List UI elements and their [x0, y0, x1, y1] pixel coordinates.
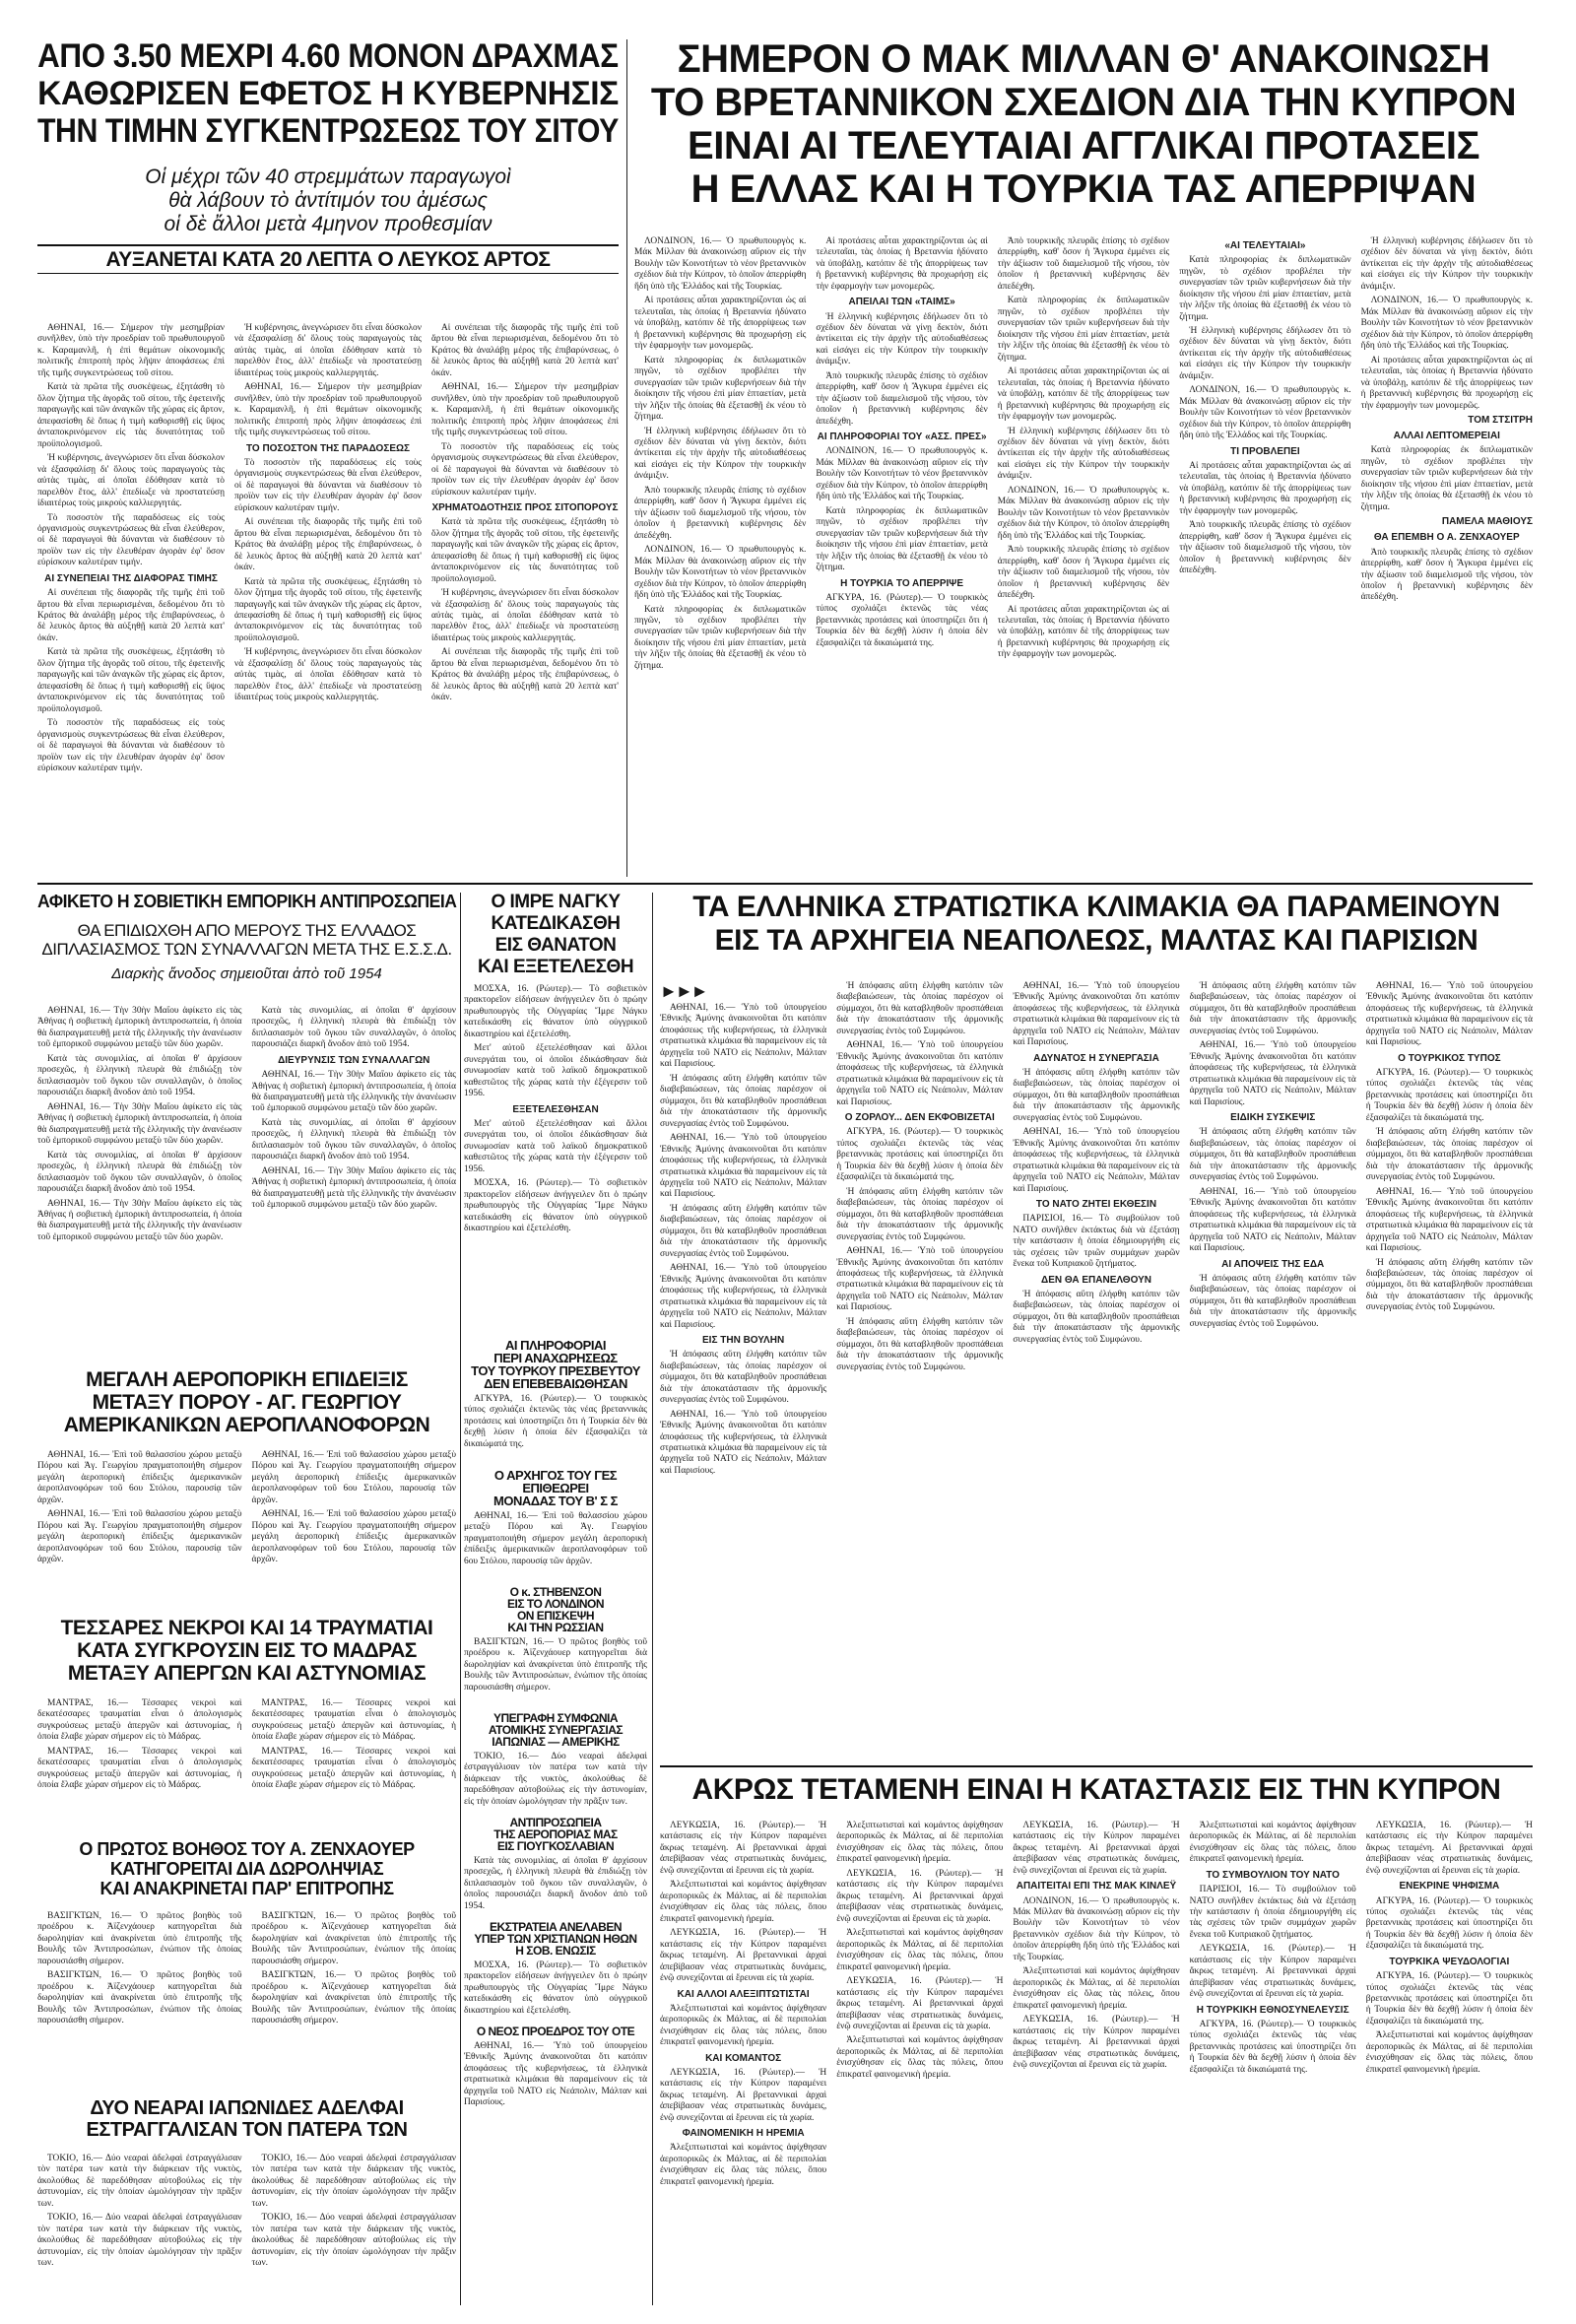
paragraph: Αἱ προτάσεις αὗται χαρακτηρίζονται ὡς αἱ τελευταῖαι, τὰς ὁποίας ἡ Βρεταννία ἠδύνατο νὰ ὑποβάλῃ, κατόπιν δὲ τῆς ἀπορρίψεως των ἡ βρεταννικὴ κυβέρνησις θὰ προχωρήσῃ εἰς τὴν ἐφαρμογὴν των μονομερῶς. [997, 366, 1170, 423]
paragraph: ΛΕΥΚΩΣΙΑ, 16. (Ρώυτερ).— Ἡ κατάστασις εἰς τὴν Κύπρον παραμένει ἄκρως τεταμένη. Αἱ βρεταννικαὶ ἀρχαὶ ἀπεβίβασαν νέας στρατιωτικὰς δυνάμεις, ἐνῷ συνεχίζονται αἱ ἔρευναι εἰς τὰ χωρία. [1013, 2015, 1180, 2071]
soviet-article [37, 893, 456, 1365]
text-column [252, 2154, 457, 2301]
horizontal-rule [660, 1765, 1533, 1767]
nagy-headline-1: Ο ΙΜΡΕ ΝΑΓΚΥ [491, 892, 621, 912]
aide-headline-2: ΚΑΤΗΓΟΡΕΙΤΑΙ ΔΙΑ ΔΩΡΟΛΗΨΙΑΣ [109, 1859, 384, 1879]
japan-headline-1: ΔΥΟ ΝΕΑΡΑΙ ΙΑΠΩΝΙΔΕΣ ΑΔΕΛΦΑΙ [90, 2097, 404, 2119]
paragraph: Τὸ ποσοστὸν τῆς παραδόσεως εἰς τοὺς ὀργανισμοὺς συγκεντρώσεως θὰ εἶναι ἐλεύθερον, οἱ δὲ παραγωγοὶ θὰ δύνανται νὰ διαθέσουν τὸ προϊὸν των εἰς τὴν ἐλευθέραν ἀγορὰν ἐφ' ὅσον εὑρίσκουν καλυτέραν τιμήν. [234, 457, 422, 513]
paragraph: ΑΘΗΝΑΙ, 16.— Ὑπὸ τοῦ ὑπουργείου Ἐθνικῆς Ἀμύνης ἀνακοινοῦται ὅτι κατόπιν ἀποφάσεως τῆς κυβερνήσεως, τὰ ἑλληνικὰ στρατιωτικὰ κλιμάκια θὰ παραμείνουν εἰς τὰ ἀρχηγεῖα τοῦ ΝΑΤΟ εἰς Νεάπολιν, Μάλταν καὶ Παρισίους. [836, 1040, 1004, 1107]
brief-headline: Ο ΝΕΟΣ ΠΡΟΕΔΡΟΣ ΤΟΥ ΟΤΕ [476, 2025, 635, 2038]
paragraph: ΑΘΗΝΑΙ, 16.— Σήμερον τὴν μεσημβρίαν συνῆλθεν, ὑπὸ τὴν προεδρίαν τοῦ πρωθυπουργοῦ κ. Καραμανλῆ, ἡ ἐπὶ θεμάτων οἰκονομικῆς πολιτικῆς ἐπιτροπὴ πρὸς λῆψιν ἀποφάσεως ἐπὶ τῆς τιμῆς συγκεντρώσεως τοῦ σίτου. [431, 382, 619, 438]
nagy-headline-4: ΚΑΙ ΕΞΕΤΕΛΕΣΘΗ [477, 957, 634, 977]
section-head: ΑΙ ΠΛΗΡΟΦΟΡΙΑΙ ΤΟΥ «ΑΣΣ. ΠΡΕΣ» [817, 432, 987, 443]
paragraph: ΑΓΚΥΡΑ, 16. (Ρώυτερ).— Ὁ τουρκικὸς τύπος σχολιάζει ἐκτενῶς τὰς νέας βρεταννικὰς προτάσεις καὶ ὑποστηρίζει ὅτι ἡ Τουρκία δὲν θὰ δεχθῇ λύσιν ἡ ὁποία δὲν ἐξασφαλίζει τὰ δικαιώματά της. [1365, 1068, 1533, 1123]
section-head: Ο ΤΟΥΡΚΙΚΟΣ ΤΥΠΟΣ [1398, 1052, 1501, 1064]
paragraph: Ἡ ἀπόφασις αὕτη ἐλήφθη κατόπιν τῶν διαβεβαιώσεων, τὰς ὁποίας παρέσχον οἱ σύμμαχοι, ὅτι θὰ καταβληθοῦν προσπάθειαι διὰ τὴν ἀποκατάστασιν τῆς ἀρμονικῆς συνεργασίας ἐντὸς τοῦ Συμφώνου. [660, 1350, 827, 1406]
paragraph: ΜΟΣΧΑ, 16. (Ρώυτερ).— Τὸ σοβιετικὸν πρακτορεῖον εἰδήσεων ἀνήγγειλεν ὅτι ὁ πρώην πρωθυπουργὸς τῆς Οὑγγαρίας Ἴμρε Νάγκυ κατεδικάσθη εἰς θάνατον ὑπὸ οὑγγρικοῦ δικαστηρίου καὶ ἐξετελέσθη. [464, 1178, 647, 1234]
section-head: ΑΔΥΝΑΤΟΣ Η ΣΥΝΕΡΓΑΣΙΑ [1033, 1052, 1159, 1064]
section-head: ΤΟ ΝΑΤΟ ΖΗΤΕΙ ΕΚΘΕΣΙΝ [1035, 1199, 1157, 1211]
paragraph: ΛΟΝΔΙΝΟΝ, 16.— Ὁ πρωθυπουργὸς κ. Μάκ Μίλλαν θὰ ἀνακοινώσῃ αὔριον εἰς τὴν Βουλὴν τῶν Κοινοτήτων τὸ νέον βρεταννικὸν σχέδιον διὰ τὴν Κύπρον, τὸ ὁποῖον ἀπερρίφθη ἤδη ὑπὸ τῆς Ἑλλάδος καὶ τῆς Τουρκίας. [1179, 385, 1351, 441]
text-column [1013, 981, 1179, 1760]
brief-headline: ΕΠΙΘΕΩΡΕΙ [522, 1481, 589, 1495]
brief-headline: Ο ΑΡΧΗΓΟΣ ΤΟΥ ΓΕΣ [493, 1468, 618, 1483]
brief-headline: ΑΙ ΠΛΗΡΟΦΟΡΙΑΙ [505, 1338, 606, 1353]
text-column [37, 1006, 242, 1365]
section-head: ΘΑ ΕΠΕΜΒΗ Ο Α. ΖΕΝΧΑΟΥΕΡ [1373, 532, 1520, 544]
paragraph: Κατὰ πληροφορίας ἐκ διπλωματικῶν πηγῶν, τὸ σχέδιον προβλέπει τὴν συνεργασίαν τῶν τριῶν κυβερνήσεων διὰ τὴν διοίκησιν τῆς νήσου ἐπὶ μίαν ἑπταετίαν, μετὰ τὴν λῆξιν τῆς ὁποίας θὰ ἐξετασθῇ ἐκ νέου τὸ ζήτημα. [634, 355, 807, 423]
brief-headline: ΠΕΡΙ ΑΝΑΧΩΡΗΣΕΩΣ [493, 1351, 618, 1365]
section-head: ΦΑΙΝΟΜΕΝΙΚΗ Η ΗΡΕΜΙΑ [682, 2128, 805, 2140]
airshow-headline-2: ΜΕΤΑΞΥ ΠΟΡΟΥ - ΑΓ. ΓΕΩΡΓΙΟΥ [92, 1391, 402, 1414]
text-column [464, 1637, 647, 1706]
paragraph: ΑΓΚΥΡΑ, 16. (Ρώυτερ).— Ὁ τουρκικὸς τύπος σχολιάζει ἐκτενῶς τὰς νέας βρεταννικὰς προτάσεις καὶ ὑποστηρίζει ὅτι ἡ Τουρκία δὲν θὰ δεχθῇ λύσιν ἡ ὁποία δὲν ἐξασφαλίζει τὰ δικαιώματά της. [816, 592, 988, 648]
brief-headline: ΑΤΟΜΙΚΗΣ ΣΥΝΕΡΓΑΣΙΑΣ [488, 1723, 624, 1737]
text-column [431, 323, 619, 875]
madras-headline-3: ΜΕΤΑΞΥ ΑΠΕΡΓΩΝ ΚΑΙ ΑΣΤΥΝΟΜΙΑΣ [67, 1662, 427, 1685]
paragraph: ΛΕΥΚΩΣΙΑ, 16. (Ρώυτερ).— Ἡ κατάστασις εἰς τὴν Κύπρον παραμένει ἄκρως τεταμένη. Αἱ βρεταννικαὶ ἀρχαὶ ἀπεβίβασαν νέας στρατιωτικὰς δυνάμεις, ἐνῷ συνεχίζονται αἱ ἔρευναι εἰς τὰ χωρία. [1365, 1821, 1533, 1876]
madras-article [37, 1618, 456, 1834]
paragraph: Ἡ ἀπόφασις αὕτη ἐλήφθη κατόπιν τῶν διαβεβαιώσεων, τὰς ὁποίας παρέσχον οἱ σύμμαχοι, ὅτι θὰ καταβληθοῦν προσπάθειαι διὰ τὴν ἀποκατάστασιν τῆς ἀρμονικῆς συνεργασίας ἐντὸς τοῦ Συμφώνου. [836, 981, 1004, 1036]
paragraph: ΑΘΗΝΑΙ, 16.— Τὴν 30ὴν Μαΐου ἀφίκετο εἰς τὰς Ἀθήνας ἡ σοβιετικὴ ἐμπορικὴ ἀντιπροσωπεία, ἡ ὁποία θὰ διαπραγματευθῇ μετὰ τῆς ἑλληνικῆς τὴν ἀνανέωσιν τοῦ ἐμπορικοῦ συμφώνου μεταξὺ τῶν δύο χωρῶν. [37, 1006, 242, 1050]
paragraph: ΛΟΝΔΙΝΟΝ, 16.— Ὁ πρωθυπουργὸς κ. Μάκ Μίλλαν θὰ ἀνακοινώσῃ αὔριον εἰς τὴν Βουλὴν τῶν Κοινοτήτων τὸ νέον βρεταννικὸν σχέδιον διὰ τὴν Κύπρον, τὸ ὁποῖον ἀπερρίφθη ἤδη ὑπὸ τῆς Ἑλλάδος καὶ τῆς Τουρκίας. [997, 485, 1170, 541]
section-head: «ΑΙ ΤΕΛΕΥΤΑΙΑΙ» [1224, 240, 1306, 251]
paragraph: Ἡ κυβέρνησις, ἀνεγνώρισεν ὅτι εἶναι δύσκολον νὰ ἐξασφαλίσῃ δι' ὅλους τοὺς παραγωγοὺς τὰς αὐτὰς τιμὰς, αἱ ὁποῖαι ἐδόθησαν κατὰ τὸ παρελθὸν ἔτος, ἀλλ' ἐπεδίωξε νὰ προστατεύσῃ ἰδιαιτέρως τοὺς μικροὺς καλλιεργητάς. [234, 323, 422, 378]
sitos-band: ΑΥΞΑΝΕΤΑΙ ΚΑΤΑ 20 ΛΕΠΤΑ Ο ΛΕΥΚΟΣ ΑΡΤΟΣ [37, 244, 619, 274]
paragraph: ΤΟΚΙΟ, 16.— Δύο νεαραὶ ἀδελφαὶ ἐστραγγάλισαν τὸν πατέρα των κατὰ τὴν διάρκειαν τῆς νυκτὸς, ἀκολούθως δὲ παρεδόθησαν αὐτοβούλως εἰς τὴν ἀστυνομίαν, εἰς τὴν ὁποίαν ὡμολόγησαν τὴν πρᾶξιν των. [37, 2213, 242, 2269]
sitos-subhead-1: Οἱ μέχρι τῶν 40 στρεμμάτων παραγωγοὶ [145, 166, 511, 188]
eisenhower-aide-article [37, 1840, 456, 2092]
brief-headline: ΥΠΕΡ ΤΩΝ ΧΡΙΣΤΙΑΝΩΝ ΗΘΩΝ [474, 1932, 637, 1946]
paragraph: ΑΘΗΝΑΙ, 16.— Ὑπὸ τοῦ ὑπουργείου Ἐθνικῆς Ἀμύνης ἀνακοινοῦται ὅτι κατόπιν ἀποφάσεως τῆς κυβερνήσεως, τὰ ἑλληνικὰ στρατιωτικὰ κλιμάκια θὰ παραμείνουν εἰς τὰ ἀρχηγεῖα τοῦ ΝΑΤΟ εἰς Νεάπολιν, Μάλταν καὶ Παρισίους. [1013, 981, 1180, 1048]
paragraph: ΜΟΣΧΑ, 16. (Ρώυτερ).— Τὸ σοβιετικὸν πρακτορεῖον εἰδήσεων ἀνήγγειλεν ὅτι ὁ πρώην πρωθυπουργὸς τῆς Οὑγγαρίας Ἴμρε Νάγκυ κατεδικάσθη εἰς θάνατον ὑπὸ οὑγγρικοῦ δικαστηρίου καὶ ἐξετελέσθη. [464, 984, 647, 1039]
paragraph: Ἡ ἀπόφασις αὕτη ἐλήφθη κατόπιν τῶν διαβεβαιώσεων, τὰς ὁποίας παρέσχον οἱ σύμμαχοι, ὅτι θὰ καταβληθοῦν προσπάθειαι διὰ τὴν ἀποκατάστασιν τῆς ἀρμονικῆς συνεργασίας ἐντὸς τοῦ Συμφώνου. [1013, 1068, 1180, 1123]
paragraph: Ἡ ἑλληνικὴ κυβέρνησις ἐδήλωσεν ὅτι τὸ σχέδιον δὲν δύναται νὰ γίνῃ δεκτὸν, διότι ἀντίκειται εἰς τὴν ἀρχὴν τῆς αὐτοδιαθέσεως καὶ εἰσάγει εἰς τὴν Κύπρον τὴν τουρκικὴν ἀνάμιξιν. [1360, 236, 1533, 292]
section-head: ΤΟΥΡΚΙΚΑ ΨΕΥΔΟΛΟΓΙΑΙ [1389, 1956, 1510, 1967]
paragraph: ΑΓΚΥΡΑ, 16. (Ρώυτερ).— Ὁ τουρκικὸς τύπος σχολιάζει ἐκτενῶς τὰς νέας βρεταννικὰς προτάσεις καὶ ὑποστηρίζει ὅτι ἡ Τουρκία δὲν θὰ δεχθῇ λύσιν ἡ ὁποία δὲν ἐξασφαλίζει τὰ δικαιώματά της. [464, 1394, 647, 1449]
paragraph: Κατὰ πληροφορίας ἐκ διπλωματικῶν πηγῶν, τὸ σχέδιον προβλέπει τὴν συνεργασίαν τῶν τριῶν κυβερνήσεων διὰ τὴν διοίκησιν τῆς νήσου ἐπὶ μίαν ἑπταετίαν, μετὰ τὴν λῆξιν τῆς ὁποίας θὰ ἐξετασθῇ ἐκ νέου τὸ ζήτημα. [634, 604, 807, 671]
text-column [634, 236, 806, 877]
paragraph: Αἱ προτάσεις αὗται χαρακτηρίζονται ὡς αἱ τελευταῖαι, τὰς ὁποίας ἡ Βρεταννία ἠδύνατο νὰ ὑποβάλῃ, κατόπιν δὲ τῆς ἀπορρίψεως των ἡ βρεταννικὴ κυβέρνησις θὰ προχωρήσῃ εἰς τὴν ἐφαρμογὴν των μονομερῶς. [1360, 355, 1533, 411]
section-head: Ο ΖΟΡΛΟΥ... ΔΕΝ ΕΚΦΟΒΙΖΕΤΑΙ [844, 1112, 995, 1124]
paragraph: ΛΕΥΚΩΣΙΑ, 16. (Ρώυτερ).— Ἡ κατάστασις εἰς τὴν Κύπρον παραμένει ἄκρως τεταμένη. Αἱ βρεταννικαὶ ἀρχαὶ ἀπεβίβασαν νέας στρατιωτικὰς δυνάμεις, ἐνῷ συνεχίζονται αἱ ἔρευναι εἰς τὰ χωρία. [836, 1976, 1004, 2031]
paragraph: ΜΑΝΤΡΑΣ, 16.— Τέσσαρες νεκροὶ καὶ δεκατέσσαρες τραυματίαι εἶναι ὁ ἀπολογισμὸς συγκρούσεως μεταξὺ ἀπεργῶν καὶ ἀστυνομίας, ἡ ὁποία ἔλαβε χώραν σήμερον εἰς τὸ Μάδρας. [37, 1746, 242, 1791]
section-head: ΑΙ ΑΠΟΨΕΙΣ ΤΗΣ ΕΔΑ [1221, 1258, 1325, 1270]
paragraph: ΑΘΗΝΑΙ, 16.— Ὑπὸ τοῦ ὑπουργείου Ἐθνικῆς Ἀμύνης ἀνακοινοῦται ὅτι κατόπιν ἀποφάσεως τῆς κυβερνήσεως, τὰ ἑλληνικὰ στρατιωτικὰ κλιμάκια θὰ παραμείνουν εἰς τὰ ἀρχηγεῖα τοῦ ΝΑΤΟ εἰς Νεάπολιν, Μάλταν καὶ Παρισίους. [1189, 1186, 1356, 1254]
paragraph: ΑΘΗΝΑΙ, 16.— Σήμερον τὴν μεσημβρίαν συνῆλθεν, ὑπὸ τὴν προεδρίαν τοῦ πρωθυπουργοῦ κ. Καραμανλῆ, ἡ ἐπὶ θεμάτων οἰκονομικῆς πολιτικῆς ἐπιτροπὴ πρὸς λῆψιν ἀποφάσεως ἐπὶ τῆς τιμῆς συγκεντρώσεως τοῦ σίτου. [37, 323, 225, 378]
paragraph: Κατὰ τὰ πρῶτα τῆς συσκέψεως, ἐξητάσθη τὸ ὅλον ζήτημα τῆς ἀγορᾶς τοῦ σίτου, τῆς ἐφετεινῆς παραγωγῆς καὶ τῶν ἀναγκῶν τῆς χώρας εἰς ἄρτον, ἀπεφασίσθη δὲ ὅπως ἡ τιμὴ καθορισθῇ εἰς ὕψος ἀνταποκρινόμενον εἰς τὰς δυνατότητας τοῦ προϋπολογισμοῦ. [37, 647, 225, 714]
byline: ΤΟΜ ΣΤΣΙΤΡΗ [1468, 415, 1533, 427]
paragraph: Κατὰ πληροφορίας ἐκ διπλωματικῶν πηγῶν, τὸ σχέδιον προβλέπει τὴν συνεργασίαν τῶν τριῶν κυβερνήσεων διὰ τὴν διοίκησιν τῆς νήσου ἐπὶ μίαν ἑπταετίαν, μετὰ τὴν λῆξιν τῆς ὁποίας θὰ ἐξετασθῇ ἐκ νέου τὸ ζήτημα. [816, 505, 988, 573]
paragraph: ΜΑΝΤΡΑΣ, 16.— Τέσσαρες νεκροὶ καὶ δεκατέσσαρες τραυματίαι εἶναι ὁ ἀπολογισμὸς συγκρούσεως μεταξὺ ἀπεργῶν καὶ ἀστυνομίας, ἡ ὁποία ἔλαβε χώραν σήμερον εἰς τὸ Μάδρας. [37, 1698, 242, 1743]
paragraph: ΛΟΝΔΙΝΟΝ, 16.— Ὁ πρωθυπουργὸς κ. Μάκ Μίλλαν θὰ ἀνακοινώσῃ αὔριον εἰς τὴν Βουλὴν τῶν Κοινοτήτων τὸ νέον βρεταννικὸν σχέδιον διὰ τὴν Κύπρον, τὸ ὁποῖον ἀπερρίφθη ἤδη ὑπὸ τῆς Ἑλλάδος καὶ τῆς Τουρκίας. [634, 545, 807, 601]
paragraph: Ἀλεξιπτωτισταὶ καὶ κομάντος ἀφίχθησαν ἀεροπορικῶς ἐκ Μάλτας, αἱ δὲ περιπολίαι ἐνισχύθησαν εἰς ὅλας τὰς πόλεις, ὅπου ἐπικρατεῖ φαινομενικὴ ἠρεμία. [660, 2003, 827, 2048]
paragraph: Αἱ προτάσεις αὗται χαρακτηρίζονται ὡς αἱ τελευταῖαι, τὰς ὁποίας ἡ Βρεταννία ἠδύνατο νὰ ὑποβάλῃ, κατόπιν δὲ τῆς ἀπορρίψεως των ἡ βρεταννικὴ κυβέρνησις θὰ προχωρήσῃ εἰς τὴν ἐφαρμογὴν των μονομερῶς. [816, 236, 988, 292]
text-column [464, 1511, 647, 1580]
text-column [252, 1450, 457, 1608]
text-column [1190, 981, 1356, 1760]
text-column [252, 1006, 457, 1365]
paragraph: Ἀλεξιπτωτισταὶ καὶ κομάντος ἀφίχθησαν ἀεροπορικῶς ἐκ Μάλτας, αἱ δὲ περιπολίαι ἐνισχύθησαν εἰς ὅλας τὰς πόλεις, ὅπου ἐπικρατεῖ φαινομενικὴ ἠρεμία. [836, 2035, 1004, 2080]
column-rule [460, 893, 461, 2305]
text-column [464, 1960, 647, 2020]
paragraph: ΛΕΥΚΩΣΙΑ, 16. (Ρώυτερ).— Ἡ κατάστασις εἰς τὴν Κύπρον παραμένει ἄκρως τεταμένη. Αἱ βρεταννικαὶ ἀρχαὶ ἀπεβίβασαν νέας στρατιωτικὰς δυνάμεις, ἐνῷ συνεχίζονται αἱ ἔρευναι εἰς τὰ χωρία. [1013, 1821, 1180, 1876]
soviet-headline: ΑΦΙΚΕΤΟ Η ΣΟΒΙΕΤΙΚΗ ΕΜΠΟΡΙΚΗ ΑΝΤΙΠΡΟΣΩΠΕΙΑ [37, 892, 457, 911]
text-column [1190, 1821, 1356, 2305]
paragraph: Αἱ συνέπειαι τῆς διαφορᾶς τῆς τιμῆς ἐπὶ τοῦ ἄρτου θὰ εἶναι περιωρισμέναι, δεδομένου ὅτι τὸ Κράτος θὰ ἀναλάβῃ μέρος τῆς ἐπιβαρύνσεως, ὁ δὲ λευκὸς ἄρτος θὰ αὐξηθῇ κατὰ 20 λεπτὰ κατ' ὀκάν. [234, 517, 422, 573]
paragraph: ΒΑΣΙΓΚΤΩΝ, 16.— Ὁ πρῶτος βοηθὸς τοῦ προέδρου κ. Ἀϊζενχάουερ κατηγορεῖται διὰ δωροληψίαν καὶ ἀνακρίνεται ὑπὸ ἐπιτροπῆς τῆς Βουλῆς τῶν Ἀντιπροσώπων, ἐνώπιον τῆς ὁποίας παρουσιάσθη σήμερον. [251, 1911, 456, 1966]
paragraph: Ἡ ἑλληνικὴ κυβέρνησις ἐδήλωσεν ὅτι τὸ σχέδιον δὲν δύναται νὰ γίνῃ δεκτὸν, διότι ἀντίκειται εἰς τὴν ἀρχὴν τῆς αὐτοδιαθέσεως καὶ εἰσάγει εἰς τὴν Κύπρον τὴν τουρκικὴν ἀνάμιξιν. [997, 426, 1170, 482]
aide-columns [37, 1911, 456, 2089]
aide-headline-3: ΚΑΙ ΑΝΑΚΡΙΝΕΤΑΙ ΠΑΡ' ΕΠΙΤΡΟΠΗΣ [99, 1879, 394, 1898]
paragraph: ΤΟΚΙΟ, 16.— Δύο νεαραὶ ἀδελφαὶ ἐστραγγάλισαν τὸν πατέρα των κατὰ τὴν διάρκειαν τῆς νυκτὸς, ἀκολούθως δὲ παρεδόθησαν αὐτοβούλως εἰς τὴν ἀστυνομίαν, εἰς τὴν ὁποίαν ὡμολόγησαν τὴν πρᾶξιν των. [464, 1752, 647, 1807]
sitos-headline-3: ΤΗΝ ΤΙΜΗΝ ΣΥΓΚΕΝΤΡΩΣΕΩΣ ΤΟΥ ΣΙΤΟΥ [37, 112, 619, 150]
horizontal-rule [37, 883, 1533, 885]
paragraph: ΑΘΗΝΑΙ, 16.— Τὴν 30ὴν Μαΐου ἀφίκετο εἰς τὰς Ἀθήνας ἡ σοβιετικὴ ἐμπορικὴ ἀντιπροσωπεία, ἡ ὁποία θὰ διαπραγματευθῇ μετὰ τῆς ἑλληνικῆς τὴν ἀνανέωσιν τοῦ ἐμπορικοῦ συμφώνου μεταξὺ τῶν δύο χωρῶν. [37, 1101, 242, 1147]
text-column [1179, 236, 1350, 877]
paragraph: ΤΟΚΙΟ, 16.— Δύο νεαραὶ ἀδελφαὶ ἐστραγγάλισαν τὸν πατέρα των κατὰ τὴν διάρκειαν τῆς νυκτὸς, ἀκολούθως δὲ παρεδόθησαν αὐτοβούλως εἰς τὴν ἀστυνομίαν, εἰς τὴν ὁποίαν ὡμολόγησαν τὴν πρᾶξιν των. [251, 2154, 456, 2209]
military-columns [660, 981, 1533, 1760]
paragraph: ΑΘΗΝΑΙ, 16.— Ὑπὸ τοῦ ὑπουργείου Ἐθνικῆς Ἀμύνης ἀνακοινοῦται ὅτι κατόπιν ἀποφάσεως τῆς κυβερνήσεως, τὰ ἑλληνικὰ στρατιωτικὰ κλιμάκια θὰ παραμείνουν εἰς τὰ ἀρχηγεῖα τοῦ ΝΑΤΟ εἰς Νεάπολιν, Μάλταν καὶ Παρισίους. [1189, 1040, 1356, 1107]
byline: ΠΑΜΕΛΑ ΜΑΘΙΟΥΣ [1441, 516, 1533, 528]
paragraph: ΑΘΗΝΑΙ, 16.— Τὴν 30ὴν Μαΐου ἀφίκετο εἰς τὰς Ἀθήνας ἡ σοβιετικὴ ἐμπορικὴ ἀντιπροσωπεία, ἡ ὁποία θὰ διαπραγματευθῇ μετὰ τῆς ἑλληνικῆς τὴν ἀνανέωσιν τοῦ ἐμπορικοῦ συμφώνου μεταξὺ τῶν δύο χωρῶν. [37, 1198, 242, 1242]
paragraph: Κατὰ πληροφορίας ἐκ διπλωματικῶν πηγῶν, τὸ σχέδιον προβλέπει τὴν συνεργασίαν τῶν τριῶν κυβερνήσεων διὰ τὴν διοίκησιν τῆς νήσου ἐπὶ μίαν ἑπταετίαν, μετὰ τὴν λῆξιν τῆς ὁποίας θὰ ἐξετασθῇ ἐκ νέου τὸ ζήτημα. [1179, 255, 1351, 322]
brief-headline: ΕΙΣ ΤΟ ΛΟΝΔΙΝΟΝ [506, 1597, 604, 1611]
paragraph: Τὸ ποσοστὸν τῆς παραδόσεως εἰς τοὺς ὀργανισμοὺς συγκεντρώσεως θὰ εἶναι ἐλεύθερον, οἱ δὲ παραγωγοὶ θὰ δύνανται νὰ διαθέσουν τὸ προϊὸν των εἰς τὴν ἐλευθέραν ἀγορὰν ἐφ' ὅσον εὑρίσκουν καλυτέραν τιμήν. [431, 441, 619, 498]
paragraph: Ἡ ἀπόφασις αὕτη ἐλήφθη κατόπιν τῶν διαβεβαιώσεων, τὰς ὁποίας παρέσχον οἱ σύμμαχοι, ὅτι θὰ καταβληθοῦν προσπάθειαι διὰ τὴν ἀποκατάστασιν τῆς ἀρμονικῆς συνεργασίας ἐντὸς τοῦ Συμφώνου. [1365, 1257, 1533, 1313]
brief-items-column [464, 1335, 647, 2305]
paragraph: Ἡ κυβέρνησις, ἀνεγνώρισεν ὅτι εἶναι δύσκολον νὰ ἐξασφαλίσῃ δι' ὅλους τοὺς παραγωγοὺς τὰς αὐτὰς τιμὰς, αἱ ὁποῖαι ἐδόθησαν κατὰ τὸ παρελθὸν ἔτος, ἀλλ' ἐπεδίωξε νὰ προστατεύσῃ ἰδιαιτέρως τοὺς μικροὺς καλλιεργητάς. [37, 453, 225, 509]
paragraph: Ἀπὸ τουρκικῆς πλευρᾶς ἐπίσης τὸ σχέδιον ἀπερρίφθη, καθ' ὅσον ἡ Ἄγκυρα ἐμμένει εἰς τὴν ἀξίωσιν τοῦ διαμελισμοῦ τῆς νήσου, τὸν ὁποῖον ἡ βρεταννικὴ κυβέρνησις δὲν ἀπεδέχθη. [1360, 547, 1533, 603]
paragraph: ΑΓΚΥΡΑ, 16. (Ρώυτερ).— Ὁ τουρκικὸς τύπος σχολιάζει ἐκτενῶς τὰς νέας βρεταννικὰς προτάσεις καὶ ὑποστηρίζει ὅτι ἡ Τουρκία δὲν θὰ δεχθῇ λύσιν ἡ ὁποία δὲν ἐξασφαλίζει τὰ δικαιώματά της. [1365, 1971, 1533, 2026]
paragraph: ΑΘΗΝΑΙ, 16.— Ὑπὸ τοῦ ὑπουργείου Ἐθνικῆς Ἀμύνης ἀνακοινοῦται ὅτι κατόπιν ἀποφάσεως τῆς κυβερνήσεως, τὰ ἑλληνικὰ στρατιωτικὰ κλιμάκια θὰ παραμείνουν εἰς τὰ ἀρχηγεῖα τοῦ ΝΑΤΟ εἰς Νεάπολιν, Μάλταν καὶ Παρισίους. [1365, 1186, 1533, 1254]
military-article [660, 893, 1533, 1760]
text-column [464, 1856, 647, 1915]
paragraph: ΑΘΗΝΑΙ, 16.— Ὑπὸ τοῦ ὑπουργείου Ἐθνικῆς Ἀμύνης ἀνακοινοῦται ὅτι κατόπιν ἀποφάσεως τῆς κυβερνήσεως, τὰ ἑλληνικὰ στρατιωτικὰ κλιμάκια θὰ παραμείνουν εἰς τὰ ἀρχηγεῖα τοῦ ΝΑΤΟ εἰς Νεάπολιν, Μάλταν καὶ Παρισίους. [1013, 1127, 1180, 1194]
text-column [836, 981, 1003, 1760]
paragraph: Τὸ ποσοστὸν τῆς παραδόσεως εἰς τοὺς ὀργανισμοὺς συγκεντρώσεως θὰ εἶναι ἐλεύθερον, οἱ δὲ παραγωγοὶ θὰ δύνανται νὰ διαθέσουν τὸ προϊὸν των εἰς τὴν ἐλευθέραν ἀγορὰν ἐφ' ὅσον εὑρίσκουν καλυτέραν τιμήν. [37, 512, 225, 568]
paragraph: Ἡ ἀπόφασις αὕτη ἐλήφθη κατόπιν τῶν διαβεβαιώσεων, τὰς ὁποίας παρέσχον οἱ σύμμαχοι, ὅτι θὰ καταβληθοῦν προσπάθειαι διὰ τὴν ἀποκατάστασιν τῆς ἀρμονικῆς συνεργασίας ἐντὸς τοῦ Συμφώνου. [1189, 981, 1356, 1036]
brief-headline: ΤΟΥ ΤΟΥΡΚΟΥ ΠΡΕΣΒΕΥΤΟΥ [471, 1363, 640, 1378]
paragraph: Ἡ ἀπόφασις αὕτη ἐλήφθη κατόπιν τῶν διαβεβαιώσεων, τὰς ὁποίας παρέσχον οἱ σύμμαχοι, ὅτι θὰ καταβληθοῦν προσπάθειαι διὰ τὴν ἀποκατάστασιν τῆς ἀρμονικῆς συνεργασίας ἐντὸς τοῦ Συμφώνου. [1365, 1127, 1533, 1183]
madras-headline-2: ΚΑΤΑ ΣΥΓΚΡΟΥΣΙΝ ΕΙΣ ΤΟ ΜΑΔΡΑΣ [77, 1639, 417, 1662]
airshow-headline-3: ΑΜΕΡΙΚΑΝΙΚΩΝ ΑΕΡΟΠΛΑΝΟΦΟΡΩΝ [63, 1414, 430, 1436]
cyprus-columns [660, 1821, 1533, 2305]
paragraph: Κατὰ τὰ πρῶτα τῆς συσκέψεως, ἐξητάσθη τὸ ὅλον ζήτημα τῆς ἀγορᾶς τοῦ σίτου, τῆς ἐφετεινῆς παραγωγῆς καὶ τῶν ἀναγκῶν τῆς χώρας εἰς ἄρτον, ἀπεφασίσθη δὲ ὅπως ἡ τιμὴ καθορισθῇ εἰς ὕψος ἀνταποκρινόμενον εἰς τὰς δυνατότητας τοῦ προϋπολογισμοῦ. [431, 517, 619, 584]
paragraph: ΛΕΥΚΩΣΙΑ, 16. (Ρώυτερ).— Ἡ κατάστασις εἰς τὴν Κύπρον παραμένει ἄκρως τεταμένη. Αἱ βρεταννικαὶ ἀρχαὶ ἀπεβίβασαν νέας στρατιωτικὰς δυνάμεις, ἐνῷ συνεχίζονται αἱ ἔρευναι εἰς τὰ χωρία. [836, 1868, 1004, 1924]
paragraph: Ἡ κυβέρνησις, ἀνεγνώρισεν ὅτι εἶναι δύσκολον νὰ ἐξασφαλίσῃ δι' ὅλους τοὺς παραγωγοὺς τὰς αὐτὰς τιμὰς, αἱ ὁποῖαι ἐδόθησαν κατὰ τὸ παρελθὸν ἔτος, ἀλλ' ἐπεδίωξε νὰ προστατεύσῃ ἰδιαιτέρως τοὺς μικροὺς καλλιεργητάς. [431, 588, 619, 643]
cyprus-plan-article [634, 39, 1533, 877]
paragraph: ΛΕΥΚΩΣΙΑ, 16. (Ρώυτερ).— Ἡ κατάστασις εἰς τὴν Κύπρον παραμένει ἄκρως τεταμένη. Αἱ βρεταννικαὶ ἀρχαὶ ἀπεβίβασαν νέας στρατιωτικὰς δυνάμεις, ἐνῷ συνεχίζονται αἱ ἔρευναι εἰς τὰ χωρία. [1189, 1944, 1356, 2000]
brief-headline: ΔΕΝ ΕΠΕΒΕΒΑΙΩΘΗΣΑΝ [484, 1376, 627, 1391]
paragraph: Κατὰ τὰ πρῶτα τῆς συσκέψεως, ἐξητάσθη τὸ ὅλον ζήτημα τῆς ἀγορᾶς τοῦ σίτου, τῆς ἐφετεινῆς παραγωγῆς καὶ τῶν ἀναγκῶν τῆς χώρας εἰς ἄρτον, ἀπεφασίσθη δὲ ὅπως ἡ τιμὴ καθορισθῇ εἰς ὕψος ἀνταποκρινόμενον εἰς τὰς δυνατότητας τοῦ προϋπολογισμοῦ. [234, 576, 422, 643]
brief-headline: ΟΝ ΕΠΙΣΚΕΨΗ [516, 1609, 595, 1623]
brief-headline: Ο κ. ΣΤΗΒΕΝΣΟΝ [509, 1585, 602, 1599]
paragraph: ΛΟΝΔΙΝΟΝ, 16.— Ὁ πρωθυπουργὸς κ. Μάκ Μίλλαν θὰ ἀνακοινώσῃ αὔριον εἰς τὴν Βουλὴν τῶν Κοινοτήτων τὸ νέον βρεταννικὸν σχέδιον διὰ τὴν Κύπρον, τὸ ὁποῖον ἀπερρίφθη ἤδη ὑπὸ τῆς Ἑλλάδος καὶ τῆς Τουρκίας. [1360, 296, 1533, 352]
soviet-sub-2: ΔΙΠΛΑΣΙΑΣΜΟΣ ΤΩΝ ΣΥΝΑΛΛΑΓΩΝ ΜΕΤΑ ΤΗΣ Ε.Σ.Σ.Δ. [41, 940, 452, 959]
paragraph: ΑΘΗΝΑΙ, 16.— Ἐπὶ τοῦ θαλασσίου χώρου μεταξὺ Πόρου καὶ Ἁγ. Γεωργίου πραγματοποιήθη σήμερον μεγάλη ἀεροπορικὴ ἐπίδειξις ἀμερικανικῶν ἀεροπλανοφόρων τοῦ 6ου Στόλου, παρουσίᾳ τῶν ἀρχῶν. [37, 1509, 242, 1565]
airshow-article [37, 1369, 456, 1611]
brief-headline: ΤΗΣ ΑΕΡΟΠΟΡΙΑΣ ΜΑΣ [493, 1827, 618, 1841]
text-column [37, 323, 225, 875]
paragraph: ΑΓΚΥΡΑ, 16. (Ρώυτερ).— Ὁ τουρκικὸς τύπος σχολιάζει ἐκτενῶς τὰς νέας βρεταννικὰς προτάσεις καὶ ὑποστηρίζει ὅτι ἡ Τουρκία δὲν θὰ δεχθῇ λύσιν ἡ ὁποία δὲν ἐξασφαλίζει τὰ δικαιώματά της. [1365, 1895, 1533, 1952]
paragraph: ΒΑΣΙΓΚΤΩΝ, 16.— Ὁ πρῶτος βοηθὸς τοῦ προέδρου κ. Ἀϊζενχάουερ κατηγορεῖται διὰ δωροληψίαν καὶ ἀνακρίνεται ὑπὸ ἐπιτροπῆς τῆς Βουλῆς τῶν Ἀντιπροσώπων, ἐνώπιον τῆς ὁποίας παρουσιάσθη σήμερον. [251, 1970, 456, 2026]
plan-headline-4: Η ΕΛΛΑΣ ΚΑΙ Η ΤΟΥΡΚΙΑ ΤΑΣ ΑΠΕΡΡΙΨΑΝ [690, 167, 1477, 211]
paragraph: Ἡ ἀπόφασις αὕτη ἐλήφθη κατόπιν τῶν διαβεβαιώσεων, τὰς ὁποίας παρέσχον οἱ σύμμαχοι, ὅτι θὰ καταβληθοῦν προσπάθειαι διὰ τὴν ἀποκατάστασιν τῆς ἀρμονικῆς συνεργασίας ἐντὸς τοῦ Συμφώνου. [836, 1186, 1004, 1242]
section-head: ΑΠΑΙΤΕΙΤΑΙ ΕΠΙ ΤΗΣ ΜΑΚ ΚΙΝΛΕΫ [1016, 1881, 1177, 1892]
paragraph: Μετ' αὐτοῦ ἐξετελέσθησαν καὶ ἄλλοι συνεργάται του, οἱ ὁποῖοι ἐδικάσθησαν διὰ συνωμοσίαν κατὰ τοῦ λαϊκοῦ δημοκρατικοῦ καθεστῶτος τῆς χώρας κατὰ τὴν ἐξέγερσιν τοῦ 1956. [464, 1118, 647, 1174]
paragraph: ΠΑΡΙΣΙΟΙ, 16.— Τὸ συμβούλιον τοῦ ΝΑΤΟ συνῆλθεν ἐκτάκτως διὰ νὰ ἐξετάσῃ τὴν κατάστασιν ἡ ὁποία ἐδημιουργήθη εἰς τὰς σχέσεις τῶν τριῶν συμμάχων χωρῶν ἕνεκα τοῦ Κυπριακοῦ ζητήματος. [1189, 1885, 1356, 1940]
paragraph: ΑΘΗΝΑΙ, 16.— Ἐπὶ τοῦ θαλασσίου χώρου μεταξὺ Πόρου καὶ Ἁγ. Γεωργίου πραγματοποιήθη σήμερον μεγάλη ἀεροπορικὴ ἐπίδειξις ἀμερικανικῶν ἀεροπλανοφόρων τοῦ 6ου Στόλου, παρουσίᾳ τῶν ἀρχῶν. [251, 1509, 456, 1565]
paragraph: ΑΘΗΝΑΙ, 16.— Ὑπὸ τοῦ ὑπουργείου Ἐθνικῆς Ἀμύνης ἀνακοινοῦται ὅτι κατόπιν ἀποφάσεως τῆς κυβερνήσεως, τὰ ἑλληνικὰ στρατιωτικὰ κλιμάκια θὰ παραμείνουν εἰς τὰ ἀρχηγεῖα τοῦ ΝΑΤΟ εἰς Νεάπολιν, Μάλταν καὶ Παρισίους. [660, 1409, 827, 1476]
paragraph: ΑΘΗΝΑΙ, 16.— Ἐπὶ τοῦ θαλασσίου χώρου μεταξὺ Πόρου καὶ Ἁγ. Γεωργίου πραγματοποιήθη σήμερον μεγάλη ἀεροπορικὴ ἐπίδειξις ἀμερικανικῶν ἀεροπλανοφόρων τοῦ 6ου Στόλου, παρουσίᾳ τῶν ἀρχῶν. [251, 1450, 456, 1505]
paragraph: ΑΘΗΝΑΙ, 16.— Ὑπὸ τοῦ ὑπουργείου Ἐθνικῆς Ἀμύνης ἀνακοινοῦται ὅτι κατόπιν ἀποφάσεως τῆς κυβερνήσεως, τὰ ἑλληνικὰ στρατιωτικὰ κλιμάκια θὰ παραμείνουν εἰς τὰ ἀρχηγεῖα τοῦ ΝΑΤΟ εἰς Νεάπολιν, Μάλταν καὶ Παρισίους. [660, 1133, 827, 1200]
section-head: ΕΙΣ ΤΗΝ ΒΟΥΛΗΝ [702, 1335, 785, 1347]
paragraph: Ἀλεξιπτωτισταὶ καὶ κομάντος ἀφίχθησαν ἀεροπορικῶς ἐκ Μάλτας, αἱ δὲ περιπολίαι ἐνισχύθησαν εἰς ὅλας τὰς πόλεις, ὅπου ἐπικρατεῖ φαινομενικὴ ἠρεμία. [1365, 2030, 1533, 2075]
paragraph: Ἡ ἀπόφασις αὕτη ἐλήφθη κατόπιν τῶν διαβεβαιώσεων, τὰς ὁποίας παρέσχον οἱ σύμμαχοι, ὅτι θὰ καταβληθοῦν προσπάθειαι διὰ τὴν ἀποκατάστασιν τῆς ἀρμονικῆς συνεργασίας ἐντὸς τοῦ Συμφώνου. [660, 1073, 827, 1129]
paragraph: Κατὰ τὰς συνομιλίας, αἱ ὁποῖαι θ' ἀρχίσουν προσεχῶς, ἡ ἑλληνικὴ πλευρὰ θὰ ἐπιδιώξῃ τὸν διπλασιασμὸν τοῦ ὄγκου τῶν συναλλαγῶν, ὁ ὁποῖος παρουσιάζει διαρκῆ ἄνοδον ἀπὸ τοῦ 1954. [251, 1006, 456, 1050]
paragraph: Κατὰ τὰς συνομιλίας, αἱ ὁποῖαι θ' ἀρχίσουν προσεχῶς, ἡ ἑλληνικὴ πλευρὰ θὰ ἐπιδιώξῃ τὸν διπλασιασμὸν τοῦ ὄγκου τῶν συναλλαγῶν, ὁ ὁποῖος παρουσιάζει διαρκῆ ἄνοδον ἀπὸ τοῦ 1954. [37, 1053, 242, 1098]
text-column [660, 981, 826, 1760]
sitos-subhead-2: θὰ λάβουν τὸ ἀντίτιμόν του ἀμέσως [168, 189, 488, 213]
madras-headline-1: ΤΕΣΣΑΡΕΣ ΝΕΚΡΟΙ ΚΑΙ 14 ΤΡΑΥΜΑΤΙΑΙ [60, 1617, 433, 1639]
brief-headline: ΙΑΠΩΝΙΑΣ — ΑΜΕΡΙΚΗΣ [492, 1735, 620, 1749]
text-column [998, 236, 1169, 877]
text-column [37, 1450, 242, 1608]
newspaper-page [37, 39, 1533, 2305]
paragraph: Ἀλεξιπτωτισταὶ καὶ κομάντος ἀφίχθησαν ἀεροπορικῶς ἐκ Μάλτας, αἱ δὲ περιπολίαι ἐνισχύθησαν εἰς ὅλας τὰς πόλεις, ὅπου ἐπικρατεῖ φαινομενικὴ ἠρεμία. [1013, 1966, 1180, 2011]
sitos-columns [37, 323, 619, 875]
column-rule [652, 893, 653, 2305]
paragraph: ΠΑΡΙΣΙΟΙ, 16.— Τὸ συμβούλιον τοῦ ΝΑΤΟ συνῆλθεν ἐκτάκτως διὰ νὰ ἐξετάσῃ τὴν κατάστασιν ἡ ὁποία ἐδημιουργήθη εἰς τὰς σχέσεις τῶν τριῶν συμμάχων χωρῶν ἕνεκα τοῦ Κυπριακοῦ ζητήματος. [1013, 1214, 1180, 1270]
japan-headline-2: ΕΣΤΡΑΓΓΑΛΙΣΑΝ ΤΟΝ ΠΑΤΕΡΑ ΤΩΝ [86, 2119, 408, 2141]
paragraph: Αἱ συνέπειαι τῆς διαφορᾶς τῆς τιμῆς ἐπὶ τοῦ ἄρτου θὰ εἶναι περιωρισμέναι, δεδομένου ὅτι τὸ Κράτος θὰ ἀναλάβῃ μέρος τῆς ἐπιβαρύνσεως, ὁ δὲ λευκὸς ἄρτος θὰ αὐξηθῇ κατὰ 20 λεπτὰ κατ' ὀκάν. [431, 323, 619, 378]
sitos-subhead-3: οἱ δὲ ἄλλοι μετὰ 4μηνον προθεσμίαν [164, 213, 492, 236]
brief-headline: ΑΝΤΙΠΡΟΣΩΠΕΙΑ [509, 1816, 602, 1829]
paragraph: ΤΟΚΙΟ, 16.— Δύο νεαραὶ ἀδελφαὶ ἐστραγγάλισαν τὸν πατέρα των κατὰ τὴν διάρκειαν τῆς νυκτὸς, ἀκολούθως δὲ παρεδόθησαν αὐτοβούλως εἰς τὴν ἀστυνομίαν, εἰς τὴν ὁποίαν ὡμολόγησαν τὴν πρᾶξιν των. [37, 2154, 242, 2209]
paragraph: ΜΑΝΤΡΑΣ, 16.— Τέσσαρες νεκροὶ καὶ δεκατέσσαρες τραυματίαι εἶναι ὁ ἀπολογισμὸς συγκρούσεως μεταξὺ ἀπεργῶν καὶ ἀστυνομίας, ἡ ὁποία ἔλαβε χώραν σήμερον εἰς τὸ Μάδρας. [251, 1698, 456, 1743]
paragraph: Ἡ ἀπόφασις αὕτη ἐλήφθη κατόπιν τῶν διαβεβαιώσεων, τὰς ὁποίας παρέσχον οἱ σύμμαχοι, ὅτι θὰ καταβληθοῦν προσπάθειαι διὰ τὴν ἀποκατάστασιν τῆς ἀρμονικῆς συνεργασίας ἐντὸς τοῦ Συμφώνου. [836, 1316, 1004, 1372]
paragraph: ΛΟΝΔΙΝΟΝ, 16.— Ὁ πρωθυπουργὸς κ. Μάκ Μίλλαν θὰ ἀνακοινώσῃ αὔριον εἰς τὴν Βουλὴν τῶν Κοινοτήτων τὸ νέον βρεταννικὸν σχέδιον διὰ τὴν Κύπρον, τὸ ὁποῖον ἀπερρίφθη ἤδη ὑπὸ τῆς Ἑλλάδος καὶ τῆς Τουρκίας. [1013, 1895, 1180, 1962]
paragraph: ΛΟΝΔΙΝΟΝ, 16.— Ὁ πρωθυπουργὸς κ. Μάκ Μίλλαν θὰ ἀνακοινώσῃ αὔριον εἰς τὴν Βουλὴν τῶν Κοινοτήτων τὸ νέον βρεταννικὸν σχέδιον διὰ τὴν Κύπρον, τὸ ὁποῖον ἀπερρίφθη ἤδη ὑπὸ τῆς Ἑλλάδος καὶ τῆς Τουρκίας. [634, 236, 807, 292]
paragraph: Ἡ ἀπόφασις αὕτη ἐλήφθη κατόπιν τῶν διαβεβαιώσεων, τὰς ὁποίας παρέσχον οἱ σύμμαχοι, ὅτι θὰ καταβληθοῦν προσπάθειαι διὰ τὴν ἀποκατάστασιν τῆς ἀρμονικῆς συνεργασίας ἐντὸς τοῦ Συμφώνου. [1013, 1289, 1180, 1345]
paragraph: Κατὰ τὰ πρῶτα τῆς συσκέψεως, ἐξητάσθη τὸ ὅλον ζήτημα τῆς ἀγορᾶς τοῦ σίτου, τῆς ἐφετεινῆς παραγωγῆς καὶ τῶν ἀναγκῶν τῆς χώρας εἰς ἄρτον, ἀπεφασίσθη δὲ ὅπως ἡ τιμὴ καθορισθῇ εἰς ὕψος ἀνταποκρινόμενον εἰς τὰς δυνατότητας τοῦ προϋπολογισμοῦ. [37, 382, 225, 449]
paragraph: Κατὰ πληροφορίας ἐκ διπλωματικῶν πηγῶν, τὸ σχέδιον προβλέπει τὴν συνεργασίαν τῶν τριῶν κυβερνήσεων διὰ τὴν διοίκησιν τῆς νήσου ἐπὶ μίαν ἑπταετίαν, μετὰ τὴν λῆξιν τῆς ὁποίας θὰ ἐξετασθῇ ἐκ νέου τὸ ζήτημα. [1360, 445, 1533, 512]
section-head: ΕΝΕΚΡΙΝΕ ΨΗΦΙΣΜΑ [1399, 1881, 1500, 1892]
paragraph: Ἡ ἑλληνικὴ κυβέρνησις ἐδήλωσεν ὅτι τὸ σχέδιον δὲν δύναται νὰ γίνῃ δεκτὸν, διότι ἀντίκειται εἰς τὴν ἀρχὴν τῆς αὐτοδιαθέσεως καὶ εἰσάγει εἰς τὴν Κύπρον τὴν τουρκικὴν ἀνάμιξιν. [634, 426, 807, 482]
brief-headline: ΚΑΙ ΤΗΝ ΡΩΣΣΙΑΝ [507, 1621, 604, 1634]
text-column [836, 1821, 1003, 2305]
plan-columns [634, 236, 1533, 877]
paragraph: Ἡ ἀπόφασις αὕτη ἐλήφθη κατόπιν τῶν διαβεβαιώσεων, τὰς ὁποίας παρέσχον οἱ σύμμαχοι, ὅτι θὰ καταβληθοῦν προσπάθειαι διὰ τὴν ἀποκατάστασιν τῆς ἀρμονικῆς συνεργασίας ἐντὸς τοῦ Συμφώνου. [1189, 1273, 1356, 1329]
paragraph: ΜΑΝΤΡΑΣ, 16.— Τέσσαρες νεκροὶ καὶ δεκατέσσαρες τραυματίαι εἶναι ὁ ἀπολογισμὸς συγκρούσεως μεταξὺ ἀπεργῶν καὶ ἀστυνομίας, ἡ ὁποία ἔλαβε χώραν σήμερον εἰς τὸ Μάδρας. [251, 1746, 456, 1791]
text-column [1366, 981, 1533, 1760]
paragraph: ΑΘΗΝΑΙ, 16.— Ἐπὶ τοῦ θαλασσίου χώρου μεταξὺ Πόρου καὶ Ἁγ. Γεωργίου πραγματοποιήθη σήμερον μεγάλη ἀεροπορικὴ ἐπίδειξις ἀμερικανικῶν ἀεροπλανοφόρων τοῦ 6ου Στόλου, παρουσίᾳ τῶν ἀρχῶν. [464, 1511, 647, 1566]
paragraph: Ἀπὸ τουρκικῆς πλευρᾶς ἐπίσης τὸ σχέδιον ἀπερρίφθη, καθ' ὅσον ἡ Ἄγκυρα ἐμμένει εἰς τὴν ἀξίωσιν τοῦ διαμελισμοῦ τῆς νήσου, τὸν ὁποῖον ἡ βρεταννικὴ κυβέρνησις δὲν ἀπεδέχθη. [816, 370, 988, 427]
arrows-icon: ►►► [660, 981, 707, 1001]
text-column [37, 1911, 242, 2089]
brief-headline: ΕΚΣΤΡΑΤΕΙΑ ΑΝΕΛΑΒΕΝ [489, 1920, 623, 1934]
text-column [37, 2154, 242, 2301]
text-column [234, 323, 422, 875]
military-headline-1: ΤΑ ΕΛΛΗΝΙΚΑ ΣΤΡΑΤΙΩΤΙΚΑ ΚΛΙΜΑΚΙΑ ΘΑ ΠΑΡΑΜΕΙΝΟΥΝ [692, 891, 1500, 923]
paragraph: ΑΓΚΥΡΑ, 16. (Ρώυτερ).— Ὁ τουρκικὸς τύπος σχολιάζει ἐκτενῶς τὰς νέας βρεταννικὰς προτάσεις καὶ ὑποστηρίζει ὅτι ἡ Τουρκία δὲν θὰ δεχθῇ λύσιν ἡ ὁποία δὲν ἐξασφαλίζει τὰ δικαιώματά της. [1189, 2019, 1356, 2075]
soviet-sub-1: ΘΑ ΕΠΙΔΙΩΧΘΗ ΑΠΟ ΜΕΡΟΥΣ ΤΗΣ ΕΛΛΑΔΟΣ [77, 921, 417, 940]
paragraph: ΒΑΣΙΓΚΤΩΝ, 16.— Ὁ πρῶτος βοηθὸς τοῦ προέδρου κ. Ἀϊζενχάουερ κατηγορεῖται διὰ δωροληψίαν καὶ ἀνακρίνεται ὑπὸ ἐπιτροπῆς τῆς Βουλῆς τῶν Ἀντιπροσώπων, ἐνώπιον τῆς ὁποίας παρουσιάσθη σήμερον. [464, 1637, 647, 1693]
paragraph: ΑΘΗΝΑΙ, 16.— Σήμερον τὴν μεσημβρίαν συνῆλθεν, ὑπὸ τὴν προεδρίαν τοῦ πρωθυπουργοῦ κ. Καραμανλῆ, ἡ ἐπὶ θεμάτων οἰκονομικῆς πολιτικῆς ἐπιτροπὴ πρὸς λῆψιν ἀποφάσεως ἐπὶ τῆς τιμῆς συγκεντρώσεως τοῦ σίτου. [234, 382, 422, 438]
airshow-headline-1: ΜΕΓΑΛΗ ΑΕΡΟΠΟΡΙΚΗ ΕΠΙΔΕΙΞΙΣ [86, 1368, 408, 1391]
text-column [660, 1821, 826, 2305]
paragraph: ΑΘΗΝΑΙ, 16.— Ὑπὸ τοῦ ὑπουργείου Ἐθνικῆς Ἀμύνης ἀνακοινοῦται ὅτι κατόπιν ἀποφάσεως τῆς κυβερνήσεως, τὰ ἑλληνικὰ στρατιωτικὰ κλιμάκια θὰ παραμείνουν εἰς τὰ ἀρχηγεῖα τοῦ ΝΑΤΟ εἰς Νεάπολιν, Μάλταν καὶ Παρισίους. [836, 1246, 1004, 1313]
text-column [464, 2041, 647, 2108]
paragraph: Κατὰ τὰς συνομιλίας, αἱ ὁποῖαι θ' ἀρχίσουν προσεχῶς, ἡ ἑλληνικὴ πλευρὰ θὰ ἐπιδιώξῃ τὸν διπλασιασμὸν τοῦ ὄγκου τῶν συναλλαγῶν, ὁ ὁποῖος παρουσιάζει διαρκῆ ἄνοδον ἀπὸ τοῦ 1954. [251, 1117, 456, 1162]
paragraph: ΜΟΣΧΑ, 16. (Ρώυτερ).— Τὸ σοβιετικὸν πρακτορεῖον εἰδήσεων ἀνήγγειλεν ὅτι ὁ πρώην πρωθυπουργὸς τῆς Οὑγγαρίας Ἴμρε Νάγκυ κατεδικάσθη εἰς θάνατον ὑπὸ οὑγγρικοῦ δικαστηρίου καὶ ἐξετελέσθη. [464, 1960, 647, 2016]
section-head: ΑΛΛΑΙ ΛΕΠΤΟΜΕΡΕΙΑΙ [1393, 431, 1500, 442]
paragraph: ΑΘΗΝΑΙ, 16.— Τὴν 30ὴν Μαΐου ἀφίκετο εἰς τὰς Ἀθήνας ἡ σοβιετικὴ ἐμπορικὴ ἀντιπροσωπεία, ἡ ὁποία θὰ διαπραγματευθῇ μετὰ τῆς ἑλληνικῆς τὴν ἀνανέωσιν τοῦ ἐμπορικοῦ συμφώνου μεταξὺ τῶν δύο χωρῶν. [251, 1165, 456, 1211]
paragraph: Ἀλεξιπτωτισταὶ καὶ κομάντος ἀφίχθησαν ἀεροπορικῶς ἐκ Μάλτας, αἱ δὲ περιπολίαι ἐνισχύθησαν εἰς ὅλας τὰς πόλεις, ὅπου ἐπικρατεῖ φαινομενικὴ ἠρεμία. [836, 1928, 1004, 1972]
column-rule [626, 39, 627, 877]
brief-headline: Η ΣΟΒ. ΕΝΩΣΙΣ [515, 1944, 596, 1958]
plan-headline-1: ΣΗΜΕΡΟΝ Ο ΜΑΚ ΜΙΛΛΑΝ Θ' ΑΝΑΚΟΙΝΩΣΗ [677, 37, 1490, 81]
paragraph: ΛΕΥΚΩΣΙΑ, 16. (Ρώυτερ).— Ἡ κατάστασις εἰς τὴν Κύπρον παραμένει ἄκρως τεταμένη. Αἱ βρεταννικαὶ ἀρχαὶ ἀπεβίβασαν νέας στρατιωτικὰς δυνάμεις, ἐνῷ συνεχίζονται αἱ ἔρευναι εἰς τὰ χωρία. [660, 1928, 827, 1984]
paragraph: Ἀπὸ τουρκικῆς πλευρᾶς ἐπίσης τὸ σχέδιον ἀπερρίφθη, καθ' ὅσον ἡ Ἄγκυρα ἐμμένει εἰς τὴν ἀξίωσιν τοῦ διαμελισμοῦ τῆς νήσου, τὸν ὁποῖον ἡ βρεταννικὴ κυβέρνησις δὲν ἀπεδέχθη. [1179, 520, 1351, 576]
section-head: ΧΡΗΜΑΤΟΔΟΤΗΣΙΣ ΠΡΟΣ ΣΙΤΟΠΟΡΟΥΣ [431, 502, 619, 514]
nagy-article [464, 893, 647, 1326]
paragraph: ΒΑΣΙΓΚΤΩΝ, 16.— Ὁ πρῶτος βοηθὸς τοῦ προέδρου κ. Ἀϊζενχάουερ κατηγορεῖται διὰ δωροληψίαν καὶ ἀνακρίνεται ὑπὸ ἐπιτροπῆς τῆς Βουλῆς τῶν Ἀντιπροσώπων, ἐνώπιον τῆς ὁποίας παρουσιάσθη σήμερον. [37, 1970, 242, 2026]
japan-article [37, 2098, 456, 2305]
paragraph: Κατὰ τὰς συνομιλίας, αἱ ὁποῖαι θ' ἀρχίσουν προσεχῶς, ἡ ἑλληνικὴ πλευρὰ θὰ ἐπιδιώξῃ τὸν διπλασιασμὸν τοῦ ὄγκου τῶν συναλλαγῶν, ὁ ὁποῖος παρουσιάζει διαρκῆ ἄνοδον ἀπὸ τοῦ 1954. [37, 1150, 242, 1195]
paragraph: ΤΟΚΙΟ, 16.— Δύο νεαραὶ ἀδελφαὶ ἐστραγγάλισαν τὸν πατέρα των κατὰ τὴν διάρκειαν τῆς νυκτὸς, ἀκολούθως δὲ παρεδόθησαν αὐτοβούλως εἰς τὴν ἀστυνομίαν, εἰς τὴν ὁποίαν ὡμολόγησαν τὴν πρᾶξιν των. [251, 2213, 456, 2269]
brief-headline: ΜΟΝΑΔΑΣ ΤΟΥ Β' Σ Σ [493, 1494, 618, 1508]
section-head: ΤΟ ΣΥΜΒΟΥΛΙΟΝ ΤΟΥ ΝΑΤΟ [1206, 1869, 1340, 1881]
section-head: ΚΑΙ ΚΟΜΑΝΤΟΣ [705, 2052, 782, 2064]
paragraph: Ἡ ἑλληνικὴ κυβέρνησις ἐδήλωσεν ὅτι τὸ σχέδιον δὲν δύναται νὰ γίνῃ δεκτὸν, διότι ἀντίκειται εἰς τὴν ἀρχὴν τῆς αὐτοδιαθέσεως καὶ εἰσάγει εἰς τὴν Κύπρον τὴν τουρκικὴν ἀνάμιξιν. [816, 311, 988, 367]
paragraph: Αἱ συνέπειαι τῆς διαφορᾶς τῆς τιμῆς ἐπὶ τοῦ ἄρτου θὰ εἶναι περιωρισμέναι, δεδομένου ὅτι τὸ Κράτος θὰ ἀναλάβῃ μέρος τῆς ἐπιβαρύνσεως, ὁ δὲ λευκὸς ἄρτος θὰ αὐξηθῇ κατὰ 20 λεπτὰ κατ' ὀκάν. [431, 647, 619, 703]
airshow-columns [37, 1450, 456, 1608]
paragraph: ΛΕΥΚΩΣΙΑ, 16. (Ρώυτερ).— Ἡ κατάστασις εἰς τὴν Κύπρον παραμένει ἄκρως τεταμένη. Αἱ βρεταννικαὶ ἀρχαὶ ἀπεβίβασαν νέας στρατιωτικὰς δυνάμεις, ἐνῷ συνεχίζονται αἱ ἔρευναι εἰς τὰ χωρία. [660, 1821, 827, 1876]
cyprus-headline: ΑΚΡΩΣ ΤΕΤΑΜΕΝΗ ΕΙΝΑΙ Η ΚΑΤΑΣΤΑΣΙΣ ΕΙΣ ΤΗΝ ΚΥΠΡΟΝ [691, 1773, 1501, 1806]
sitos-article [37, 39, 619, 877]
text-column [1013, 1821, 1179, 2305]
paragraph: ΑΘΗΝΑΙ, 16.— Ἐπὶ τοῦ θαλασσίου χώρου μεταξὺ Πόρου καὶ Ἁγ. Γεωργίου πραγματοποιήθη σήμερον μεγάλη ἀεροπορικὴ ἐπίδειξις ἀμερικανικῶν ἀεροπλανοφόρων τοῦ 6ου Στόλου, παρουσίᾳ τῶν ἀρχῶν. [37, 1450, 242, 1505]
text-column [816, 236, 987, 877]
brief-headline: ΥΠΕΓΡΑΦΗ ΣΥΜΦΩΝΙΑ [492, 1711, 619, 1725]
paragraph: ΑΘΗΝΑΙ, 16.— Ὑπὸ τοῦ ὑπουργείου Ἐθνικῆς Ἀμύνης ἀνακοινοῦται ὅτι κατόπιν ἀποφάσεως τῆς κυβερνήσεως, τὰ ἑλληνικὰ στρατιωτικὰ κλιμάκια θὰ παραμείνουν εἰς τὰ ἀρχηγεῖα τοῦ ΝΑΤΟ εἰς Νεάπολιν, Μάλταν καὶ Παρισίους. [660, 1263, 827, 1330]
nagy-headline-3: ΕΙΣ ΘΑΝΑΤΟΝ [494, 935, 617, 956]
text-column [37, 1698, 242, 1831]
paragraph: Ἀπὸ τουρκικῆς πλευρᾶς ἐπίσης τὸ σχέδιον ἀπερρίφθη, καθ' ὅσον ἡ Ἄγκυρα ἐμμένει εἰς τὴν ἀξίωσιν τοῦ διαμελισμοῦ τῆς νήσου, τὸν ὁποῖον ἡ βρεταννικὴ κυβέρνησις δὲν ἀπεδέχθη. [634, 485, 807, 541]
cyprus-tension-article [660, 1775, 1533, 2305]
plan-headline-2: ΤΟ ΒΡΕΤΑΝΝΙΚΟΝ ΣΧΕΔΙΟΝ ΔΙΑ ΤΗΝ ΚΥΠΡΟΝ [650, 81, 1517, 124]
nagy-headline-2: ΚΑΤΕΔΙΚΑΣΘΗ [491, 913, 621, 934]
section-head: ΤΙ ΠΡΟΒΛΕΠΕΙ [1230, 445, 1300, 457]
paragraph: Κατὰ πληροφορίας ἐκ διπλωματικῶν πηγῶν, τὸ σχέδιον προβλέπει τὴν συνεργασίαν τῶν τριῶν κυβερνήσεων διὰ τὴν διοίκησιν τῆς νήσου ἐπὶ μίαν ἑπταετίαν, μετὰ τὴν λῆξιν τῆς ὁποίας θὰ ἐξετασθῇ ἐκ νέου τὸ ζήτημα. [997, 296, 1170, 363]
military-headline-2: ΕΙΣ ΤΑ ΑΡΧΗΓΕΙΑ ΝΕΑΠΟΛΕΩΣ, ΜΑΛΤΑΣ ΚΑΙ ΠΑΡΙΣΙΩΝ [714, 924, 1478, 957]
paragraph: Μετ' αὐτοῦ ἐξετελέσθησαν καὶ ἄλλοι συνεργάται του, οἱ ὁποῖοι ἐδικάσθησαν διὰ συνωμοσίαν κατὰ τοῦ λαϊκοῦ δημοκρατικοῦ καθεστῶτος τῆς χώρας κατὰ τὴν ἐξέγερσιν τοῦ 1956. [464, 1043, 647, 1099]
text-column [252, 1698, 457, 1831]
paragraph: Ἡ ἀπόφασις αὕτη ἐλήφθη κατόπιν τῶν διαβεβαιώσεων, τὰς ὁποίας παρέσχον οἱ σύμμαχοι, ὅτι θὰ καταβληθοῦν προσπάθειαι διὰ τὴν ἀποκατάστασιν τῆς ἀρμονικῆς συνεργασίας ἐντὸς τοῦ Συμφώνου. [660, 1203, 827, 1259]
paragraph: Ἀπὸ τουρκικῆς πλευρᾶς ἐπίσης τὸ σχέδιον ἀπερρίφθη, καθ' ὅσον ἡ Ἄγκυρα ἐμμένει εἰς τὴν ἀξίωσιν τοῦ διαμελισμοῦ τῆς νήσου, τὸν ὁποῖον ἡ βρεταννικὴ κυβέρνησις δὲν ἀπεδέχθη. [997, 545, 1170, 601]
japan-columns [37, 2154, 456, 2301]
section-head: ΕΞΕΤΕΛΕΣΘΗΣΑΝ [512, 1103, 599, 1115]
section-head: ΑΠΕΙΛΑΙ ΤΩΝ «ΤΑΙΜΣ» [848, 297, 955, 308]
paragraph: Ἀπὸ τουρκικῆς πλευρᾶς ἐπίσης τὸ σχέδιον ἀπερρίφθη, καθ' ὅσον ἡ Ἄγκυρα ἐμμένει εἰς τὴν ἀξίωσιν τοῦ διαμελισμοῦ τῆς νήσου, τὸν ὁποῖον ἡ βρεταννικὴ κυβέρνησις δὲν ἀπεδέχθη. [997, 236, 1170, 292]
paragraph: Αἱ προτάσεις αὗται χαρακτηρίζονται ὡς αἱ τελευταῖαι, τὰς ὁποίας ἡ Βρεταννία ἠδύνατο νὰ ὑποβάλῃ, κατόπιν δὲ τῆς ἀπορρίψεως των ἡ βρεταννικὴ κυβέρνησις θὰ προχωρήσῃ εἰς τὴν ἐφαρμογὴν των μονομερῶς. [634, 296, 807, 352]
section-head: ΕΙΔΙΚΗ ΣΥΣΚΕΨΙΣ [1230, 1112, 1316, 1124]
paragraph: Αἱ συνέπειαι τῆς διαφορᾶς τῆς τιμῆς ἐπὶ τοῦ ἄρτου θὰ εἶναι περιωρισμέναι, δεδομένου ὅτι τὸ Κράτος θὰ ἀναλάβῃ μέρος τῆς ἐπιβαρύνσεως, ὁ δὲ λευκὸς ἄρτος θὰ αὐξηθῇ κατὰ 20 λεπτὰ κατ' ὀκάν. [37, 588, 225, 643]
section-head: Η ΤΟΥΡΚΙΑ ΤΟ ΑΠΕΡΡΙΨΕ [840, 577, 964, 589]
paragraph: Ἀλεξιπτωτισταὶ καὶ κομάντος ἀφίχθησαν ἀεροπορικῶς ἐκ Μάλτας, αἱ δὲ περιπολίαι ἐνισχύθησαν εἰς ὅλας τὰς πόλεις, ὅπου ἐπικρατεῖ φαινομενικὴ ἠρεμία. [660, 2143, 827, 2187]
text-column [252, 1911, 457, 2089]
paragraph: Τὸ ποσοστὸν τῆς παραδόσεως εἰς τοὺς ὀργανισμοὺς συγκεντρώσεως θὰ εἶναι ἐλεύθερον, οἱ δὲ παραγωγοὶ θὰ δύνανται νὰ διαθέσουν τὸ προϊὸν των εἰς τὴν ἐλευθέραν ἀγορὰν ἐφ' ὅσον εὑρίσκουν καλυτέραν τιμήν. [37, 718, 225, 774]
paragraph: Ἀλεξιπτωτισταὶ καὶ κομάντος ἀφίχθησαν ἀεροπορικῶς ἐκ Μάλτας, αἱ δὲ περιπολίαι ἐνισχύθησαν εἰς ὅλας τὰς πόλεις, ὅπου ἐπικρατεῖ φαινομενικὴ ἠρεμία. [836, 1821, 1004, 1865]
text-column [464, 984, 647, 1309]
brief-headline: ΕΙΣ ΓΙΟΥΓΚΟΣΛΑΒΙΑΝ [496, 1839, 615, 1853]
paragraph: Αἱ προτάσεις αὗται χαρακτηρίζονται ὡς αἱ τελευταῖαι, τὰς ὁποίας ἡ Βρεταννία ἠδύνατο νὰ ὑποβάλῃ, κατόπιν δὲ τῆς ἀπορρίψεως των ἡ βρεταννικὴ κυβέρνησις θὰ προχωρήσῃ εἰς τὴν ἐφαρμογὴν των μονομερῶς. [1179, 460, 1351, 516]
paragraph: ΑΘΗΝΑΙ, 16.— Ὑπὸ τοῦ ὑπουργείου Ἐθνικῆς Ἀμύνης ἀνακοινοῦται ὅτι κατόπιν ἀποφάσεως τῆς κυβερνήσεως, τὰ ἑλληνικὰ στρατιωτικὰ κλιμάκια θὰ παραμείνουν εἰς τὰ ἀρχηγεῖα τοῦ ΝΑΤΟ εἰς Νεάπολιν, Μάλταν καὶ Παρισίους. [1365, 981, 1533, 1048]
paragraph: Ἡ ἀπόφασις αὕτη ἐλήφθη κατόπιν τῶν διαβεβαιώσεων, τὰς ὁποίας παρέσχον οἱ σύμμαχοι, ὅτι θὰ καταβληθοῦν προσπάθειαι διὰ τὴν ἀποκατάστασιν τῆς ἀρμονικῆς συνεργασίας ἐντὸς τοῦ Συμφώνου. [1189, 1127, 1356, 1183]
section-head: ΔΙΕΥΡΥΝΣΙΣ ΤΩΝ ΣΥΝΑΛΛΑΓΩΝ [278, 1054, 430, 1066]
paragraph: Αἱ προτάσεις αὗται χαρακτηρίζονται ὡς αἱ τελευταῖαι, τὰς ὁποίας ἡ Βρεταννία ἠδύνατο νὰ ὑποβάλῃ, κατόπιν δὲ τῆς ἀπορρίψεως των ἡ βρεταννικὴ κυβέρνησις θὰ προχωρήσῃ εἰς τὴν ἐφαρμογὴν των μονομερῶς. [997, 604, 1170, 660]
section-head: ΤΟ ΠΟΣΟΣΤΟΝ ΤΗΣ ΠΑΡΑΔΟΣΕΩΣ [245, 442, 411, 454]
sitos-headline-1: ΑΠΟ 3.50 ΜΕΧΡΙ 4.60 ΜΟΝΟΝ ΔΡΑΧΜΑΣ [37, 37, 619, 75]
text-column [464, 1752, 647, 1811]
soviet-columns [37, 1006, 456, 1365]
section-head: ΔΕΝ ΘΑ ΕΠΑΝΕΛΘΟΥΝ [1041, 1274, 1151, 1286]
paragraph: Ἀλεξιπτωτισταὶ καὶ κομάντος ἀφίχθησαν ἀεροπορικῶς ἐκ Μάλτας, αἱ δὲ περιπολίαι ἐνισχύθησαν εἰς ὅλας τὰς πόλεις, ὅπου ἐπικρατεῖ φαινομενικὴ ἠρεμία. [1189, 1821, 1356, 1865]
paragraph: ΛΟΝΔΙΝΟΝ, 16.— Ὁ πρωθυπουργὸς κ. Μάκ Μίλλαν θὰ ἀνακοινώσῃ αὔριον εἰς τὴν Βουλὴν τῶν Κοινοτήτων τὸ νέον βρεταννικὸν σχέδιον διὰ τὴν Κύπρον, τὸ ὁποῖον ἀπερρίφθη ἤδη ὑπὸ τῆς Ἑλλάδος καὶ τῆς Τουρκίας. [816, 446, 988, 502]
soviet-kicker: Διαρκὴς ἄνοδος σημειοῦται ἀπὸ τοῦ 1954 [111, 965, 382, 982]
text-column [464, 1394, 647, 1463]
paragraph: ΛΕΥΚΩΣΙΑ, 16. (Ρώυτερ).— Ἡ κατάστασις εἰς τὴν Κύπρον παραμένει ἄκρως τεταμένη. Αἱ βρεταννικαὶ ἀρχαὶ ἀπεβίβασαν νέας στρατιωτικὰς δυνάμεις, ἐνῷ συνεχίζονται αἱ ἔρευναι εἰς τὰ χωρία. [660, 2067, 827, 2123]
paragraph: ΑΘΗΝΑΙ, 16.— Ὑπὸ τοῦ ὑπουργείου Ἐθνικῆς Ἀμύνης ἀνακοινοῦται ὅτι κατόπιν ἀποφάσεως τῆς κυβερνήσεως, τὰ ἑλληνικὰ στρατιωτικὰ κλιμάκια θὰ παραμείνουν εἰς τὰ ἀρχηγεῖα τοῦ ΝΑΤΟ εἰς Νεάπολιν, Μάλταν καὶ Παρισίους. [660, 1002, 827, 1070]
plan-headline-3: ΕΙΝΑΙ ΑΙ ΤΕΛΕΥΤΑΙΑΙ ΑΓΓΛΙΚΑΙ ΠΡΟΤΑΣΕΙΣ [688, 124, 1479, 167]
section-head: ΑΙ ΣΥΝΕΠΕΙΑΙ ΤΗΣ ΔΙΑΦΟΡΑΣ ΤΙΜΗΣ [44, 572, 218, 584]
section-head: Η ΤΟΥΡΚΙΚΗ ΕΘΝΟΣΥΝΕΛΕΥΣΙΣ [1196, 2004, 1349, 2016]
sitos-headline-2: ΚΑΘΩΡΙΣΕΝ ΕΦΕΤΟΣ Η ΚΥΒΕΡΝΗΣΙΣ [37, 75, 619, 112]
text-column [1366, 1821, 1533, 2305]
paragraph: ΒΑΣΙΓΚΤΩΝ, 16.— Ὁ πρῶτος βοηθὸς τοῦ προέδρου κ. Ἀϊζενχάουερ κατηγορεῖται διὰ δωροληψίαν καὶ ἀνακρίνεται ὑπὸ ἐπιτροπῆς τῆς Βουλῆς τῶν Ἀντιπροσώπων, ἐνώπιον τῆς ὁποίας παρουσιάσθη σήμερον. [37, 1911, 242, 1966]
paragraph: ΑΓΚΥΡΑ, 16. (Ρώυτερ).— Ὁ τουρκικὸς τύπος σχολιάζει ἐκτενῶς τὰς νέας βρεταννικὰς προτάσεις καὶ ὑποστηρίζει ὅτι ἡ Τουρκία δὲν θὰ δεχθῇ λύσιν ἡ ὁποία δὲν ἐξασφαλίζει τὰ δικαιώματά της. [836, 1127, 1004, 1183]
aide-headline-1: Ο ΠΡΩΤΟΣ ΒΟΗΘΟΣ ΤΟΥ Α. ΖΕΝΧΑΟΥΕΡ [79, 1839, 415, 1859]
paragraph: Ἡ ἑλληνικὴ κυβέρνησις ἐδήλωσεν ὅτι τὸ σχέδιον δὲν δύναται νὰ γίνῃ δεκτὸν, διότι ἀντίκειται εἰς τὴν ἀρχὴν τῆς αὐτοδιαθέσεως καὶ εἰσάγει εἰς τὴν Κύπρον τὴν τουρκικὴν ἀνάμιξιν. [1179, 326, 1351, 381]
paragraph: ΑΘΗΝΑΙ, 16.— Τὴν 30ὴν Μαΐου ἀφίκετο εἰς τὰς Ἀθήνας ἡ σοβιετικὴ ἐμπορικὴ ἀντιπροσωπεία, ἡ ὁποία θὰ διαπραγματευθῇ μετὰ τῆς ἑλληνικῆς τὴν ἀνανέωσιν τοῦ ἐμπορικοῦ συμφώνου μεταξὺ τῶν δύο χωρῶν. [251, 1070, 456, 1114]
madras-columns [37, 1698, 456, 1831]
section-head: ΚΑΙ ΑΛΛΟΙ ΑΛΕΞΙΠΤΩΤΙΣΤΑΙ [677, 1988, 810, 2000]
paragraph: ΑΘΗΝΑΙ, 16.— Ὑπὸ τοῦ ὑπουργείου Ἐθνικῆς Ἀμύνης ἀνακοινοῦται ὅτι κατόπιν ἀποφάσεως τῆς κυβερνήσεως, τὰ ἑλληνικὰ στρατιωτικὰ κλιμάκια θὰ παραμείνουν εἰς τὰ ἀρχηγεῖα τοῦ ΝΑΤΟ εἰς Νεάπολιν, Μάλταν καὶ Παρισίους. [464, 2041, 647, 2108]
paragraph: Ἀλεξιπτωτισταὶ καὶ κομάντος ἀφίχθησαν ἀεροπορικῶς ἐκ Μάλτας, αἱ δὲ περιπολίαι ἐνισχύθησαν εἰς ὅλας τὰς πόλεις, ὅπου ἐπικρατεῖ φαινομενικὴ ἠρεμία. [660, 1880, 827, 1924]
text-column [1361, 236, 1533, 877]
paragraph: Ἡ κυβέρνησις, ἀνεγνώρισεν ὅτι εἶναι δύσκολον νὰ ἐξασφαλίσῃ δι' ὅλους τοὺς παραγωγοὺς τὰς αὐτὰς τιμὰς, αἱ ὁποῖαι ἐδόθησαν κατὰ τὸ παρελθὸν ἔτος, ἀλλ' ἐπεδίωξε νὰ προστατεύσῃ ἰδιαιτέρως τοὺς μικροὺς καλλιεργητάς. [234, 647, 422, 703]
paragraph: Κατὰ τὰς συνομιλίας, αἱ ὁποῖαι θ' ἀρχίσουν προσεχῶς, ἡ ἑλληνικὴ πλευρὰ θὰ ἐπιδιώξῃ τὸν διπλασιασμὸν τοῦ ὄγκου τῶν συναλλαγῶν, ὁ ὁποῖος παρουσιάζει διαρκῆ ἄνοδον ἀπὸ τοῦ 1954. [464, 1856, 647, 1911]
